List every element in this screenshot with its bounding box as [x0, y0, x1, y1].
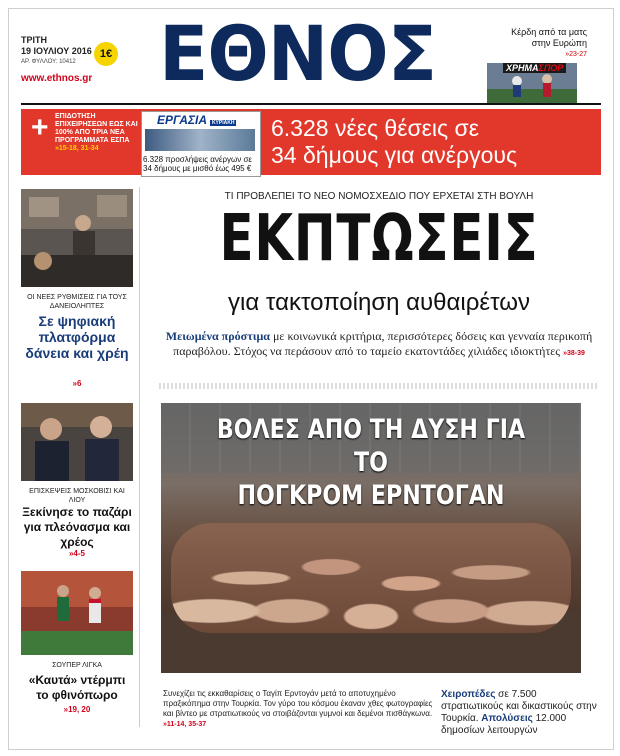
ergasia-tag: ΚΥΡΙΑΚΗ [211, 120, 235, 126]
ergasia-title [157, 113, 236, 127]
price-badge: 1€ [94, 42, 118, 66]
day-label: ΤΡΙΤΗ [21, 35, 47, 45]
main-body-ref: »38-39 [563, 350, 585, 357]
officials-photo-icon [21, 403, 133, 481]
banner-subsidy-label: ΕΠΙΔΟΤΗΣΗ ΕΠΙΧΕΙΡΗΣΕΩΝ ΕΩΣ ΚΑΙ 100% ΑΠΟ ΤΡΙΑ ΝΕΑ ΠΡΟΓΡΑΜΜΑΤΑ ΕΣΠΑ [55, 113, 138, 144]
supplement-label [503, 63, 566, 73]
supplement-label-suffix: ΣΠΟΡ [538, 63, 564, 73]
main-subhead: για τακτοποίηση αυθαιρέτων [228, 289, 530, 316]
top-teaser-ref: »23-27 [565, 51, 587, 58]
football-match-icon [21, 571, 133, 655]
newspaper-front-page [8, 8, 614, 750]
banner-subsidy-text [55, 113, 141, 153]
ergasia-title-text: ΕΡΓΑΣΙΑ [157, 113, 207, 127]
date-block [21, 35, 92, 68]
ergasia-caption: 6.328 προσλήψεις ανέργων σε 34 δήμους με μισθό έως 495 € [143, 155, 252, 173]
supplement-label-prefix: ΧΡΗΜΑ [506, 63, 539, 73]
banner-headline[interactable] [271, 115, 591, 169]
bank-counter-photo [21, 189, 133, 287]
top-teaser[interactable] [487, 27, 587, 60]
top-teaser-line1: Κέρδη από τα ματς [511, 27, 587, 37]
column-divider [139, 187, 140, 727]
top-teaser-line2: στην Ευρώπη [531, 38, 587, 48]
main-body-text: με κοινωνικά κριτήρια, περισσότερες δόσεις και γενναία περικοπή παραβόλου. Στόχος να περάσουν από το ταμείο εκατοντάδες χιλιάδες ιδιοκτήτες [173, 329, 593, 358]
bank-photo-icon [21, 189, 133, 287]
side-note-text2: 12.000 δημοσίων λειτουργών [441, 713, 567, 736]
side-note-text1: σε 7.500 στρατιωτικούς και δικαστικούς στην Τουρκία. [441, 689, 597, 724]
main-body-bold: Μειωμένα πρόστιμα [165, 329, 270, 343]
photo-caption [163, 689, 433, 730]
issue-number: ΑΡ. ΦΥΛΛΟΥ: 10412 [21, 59, 76, 65]
left-story-1-kicker: ΟΙ ΝΕΕΣ ΡΥΘΜΙΣΕΙΣ ΓΙΑ ΤΟΥΣ ΔΑΝΕΙΟΛΗΠΤΕΣ [27, 294, 127, 310]
photo-caption-ref: »11-14, 35-37 [163, 721, 207, 728]
side-note-bold1: Χειροπέδες [441, 689, 496, 700]
left-story-2-ref: »4-5 [68, 549, 85, 558]
left-story-1-headline[interactable]: Σε ψηφιακή πλατφόρμα δάνεια και χρέη [25, 313, 129, 361]
newspaper-logo: ΕΘΝΟΣ [159, 9, 437, 98]
left-story-1-ref: »6 [72, 379, 82, 388]
officials-photo [21, 403, 133, 481]
left-story-2-headline[interactable]: Ξεκίνησε το παζάρι για πλεόνασμα και χρέος [22, 505, 132, 549]
football-match-photo [21, 571, 133, 655]
banner-headline-line1: 6.328 νέες θέσεις σε [271, 115, 479, 141]
photo-headline[interactable] [205, 413, 536, 512]
masthead-rule [21, 103, 601, 105]
main-headline[interactable]: ΕΚΠΤΩΣΕΙΣ [219, 202, 539, 276]
left-story-3-kicker: ΣΟΥΠΕΡ ΛΙΓΚΑ [52, 662, 102, 669]
photo-crowd [171, 523, 571, 633]
site-url[interactable]: www.ethnos.gr [21, 73, 93, 84]
banner-headline-line2: 34 δήμους για ανέργους [271, 142, 518, 168]
photo-headline-line2: ΠΟΓΚΡΟΜ ΕΡΝΤΟΓΑΝ [237, 480, 505, 511]
left-story-2-kicker: ΕΠΙΣΚΕΨΕΙΣ ΜΟΣΚΟΒΙΣΙ ΚΑΙ ΛΙΟΥ [29, 488, 125, 504]
photo-caption-text: Συνεχίζει τις εκκαθαρίσεις ο Ταγίπ Ερντογάν μετά το αποτυχημένο πραξικόπημα στην Τουρκία. Τον γύρο του κόσμου έκαναν χθες φωτογραφίες και βίντεο με στρατιωτικούς να στοιβάζονται γυμνοί και δεμένοι πισθάγκωνα. [163, 689, 433, 718]
banner-subsidy-ref: »15-18, 31-34 [55, 145, 99, 152]
plus-icon: + [31, 111, 49, 144]
photo-side-note [441, 689, 601, 737]
photo-headline-line1: ΒΟΛΕΣ ΑΠΟ ΤΗ ΔΥΣΗ ΓΙΑ ΤΟ [216, 414, 526, 478]
side-note-bold2: Απολύσεις [481, 713, 533, 724]
ergasia-photo [145, 129, 255, 151]
main-body [159, 329, 599, 361]
left-story-3-headline[interactable]: «Καυτά» ντέρμπι το φθινόπωρο [28, 673, 126, 702]
left-story-3-ref: »19, 20 [63, 705, 91, 714]
date-label: 19 ΙΟΥΛΙΟΥ 2016 [21, 46, 92, 56]
main-kicker: ΤΙ ΠΡΟΒΛΕΠΕΙ ΤΟ ΝΕΟ ΝΟΜΟΣΧΕΔΙΟ ΠΟΥ ΕΡΧΕΤΑΙ ΣΤΗ ΒΟΥΛΗ [224, 191, 534, 202]
section-divider [159, 383, 599, 389]
